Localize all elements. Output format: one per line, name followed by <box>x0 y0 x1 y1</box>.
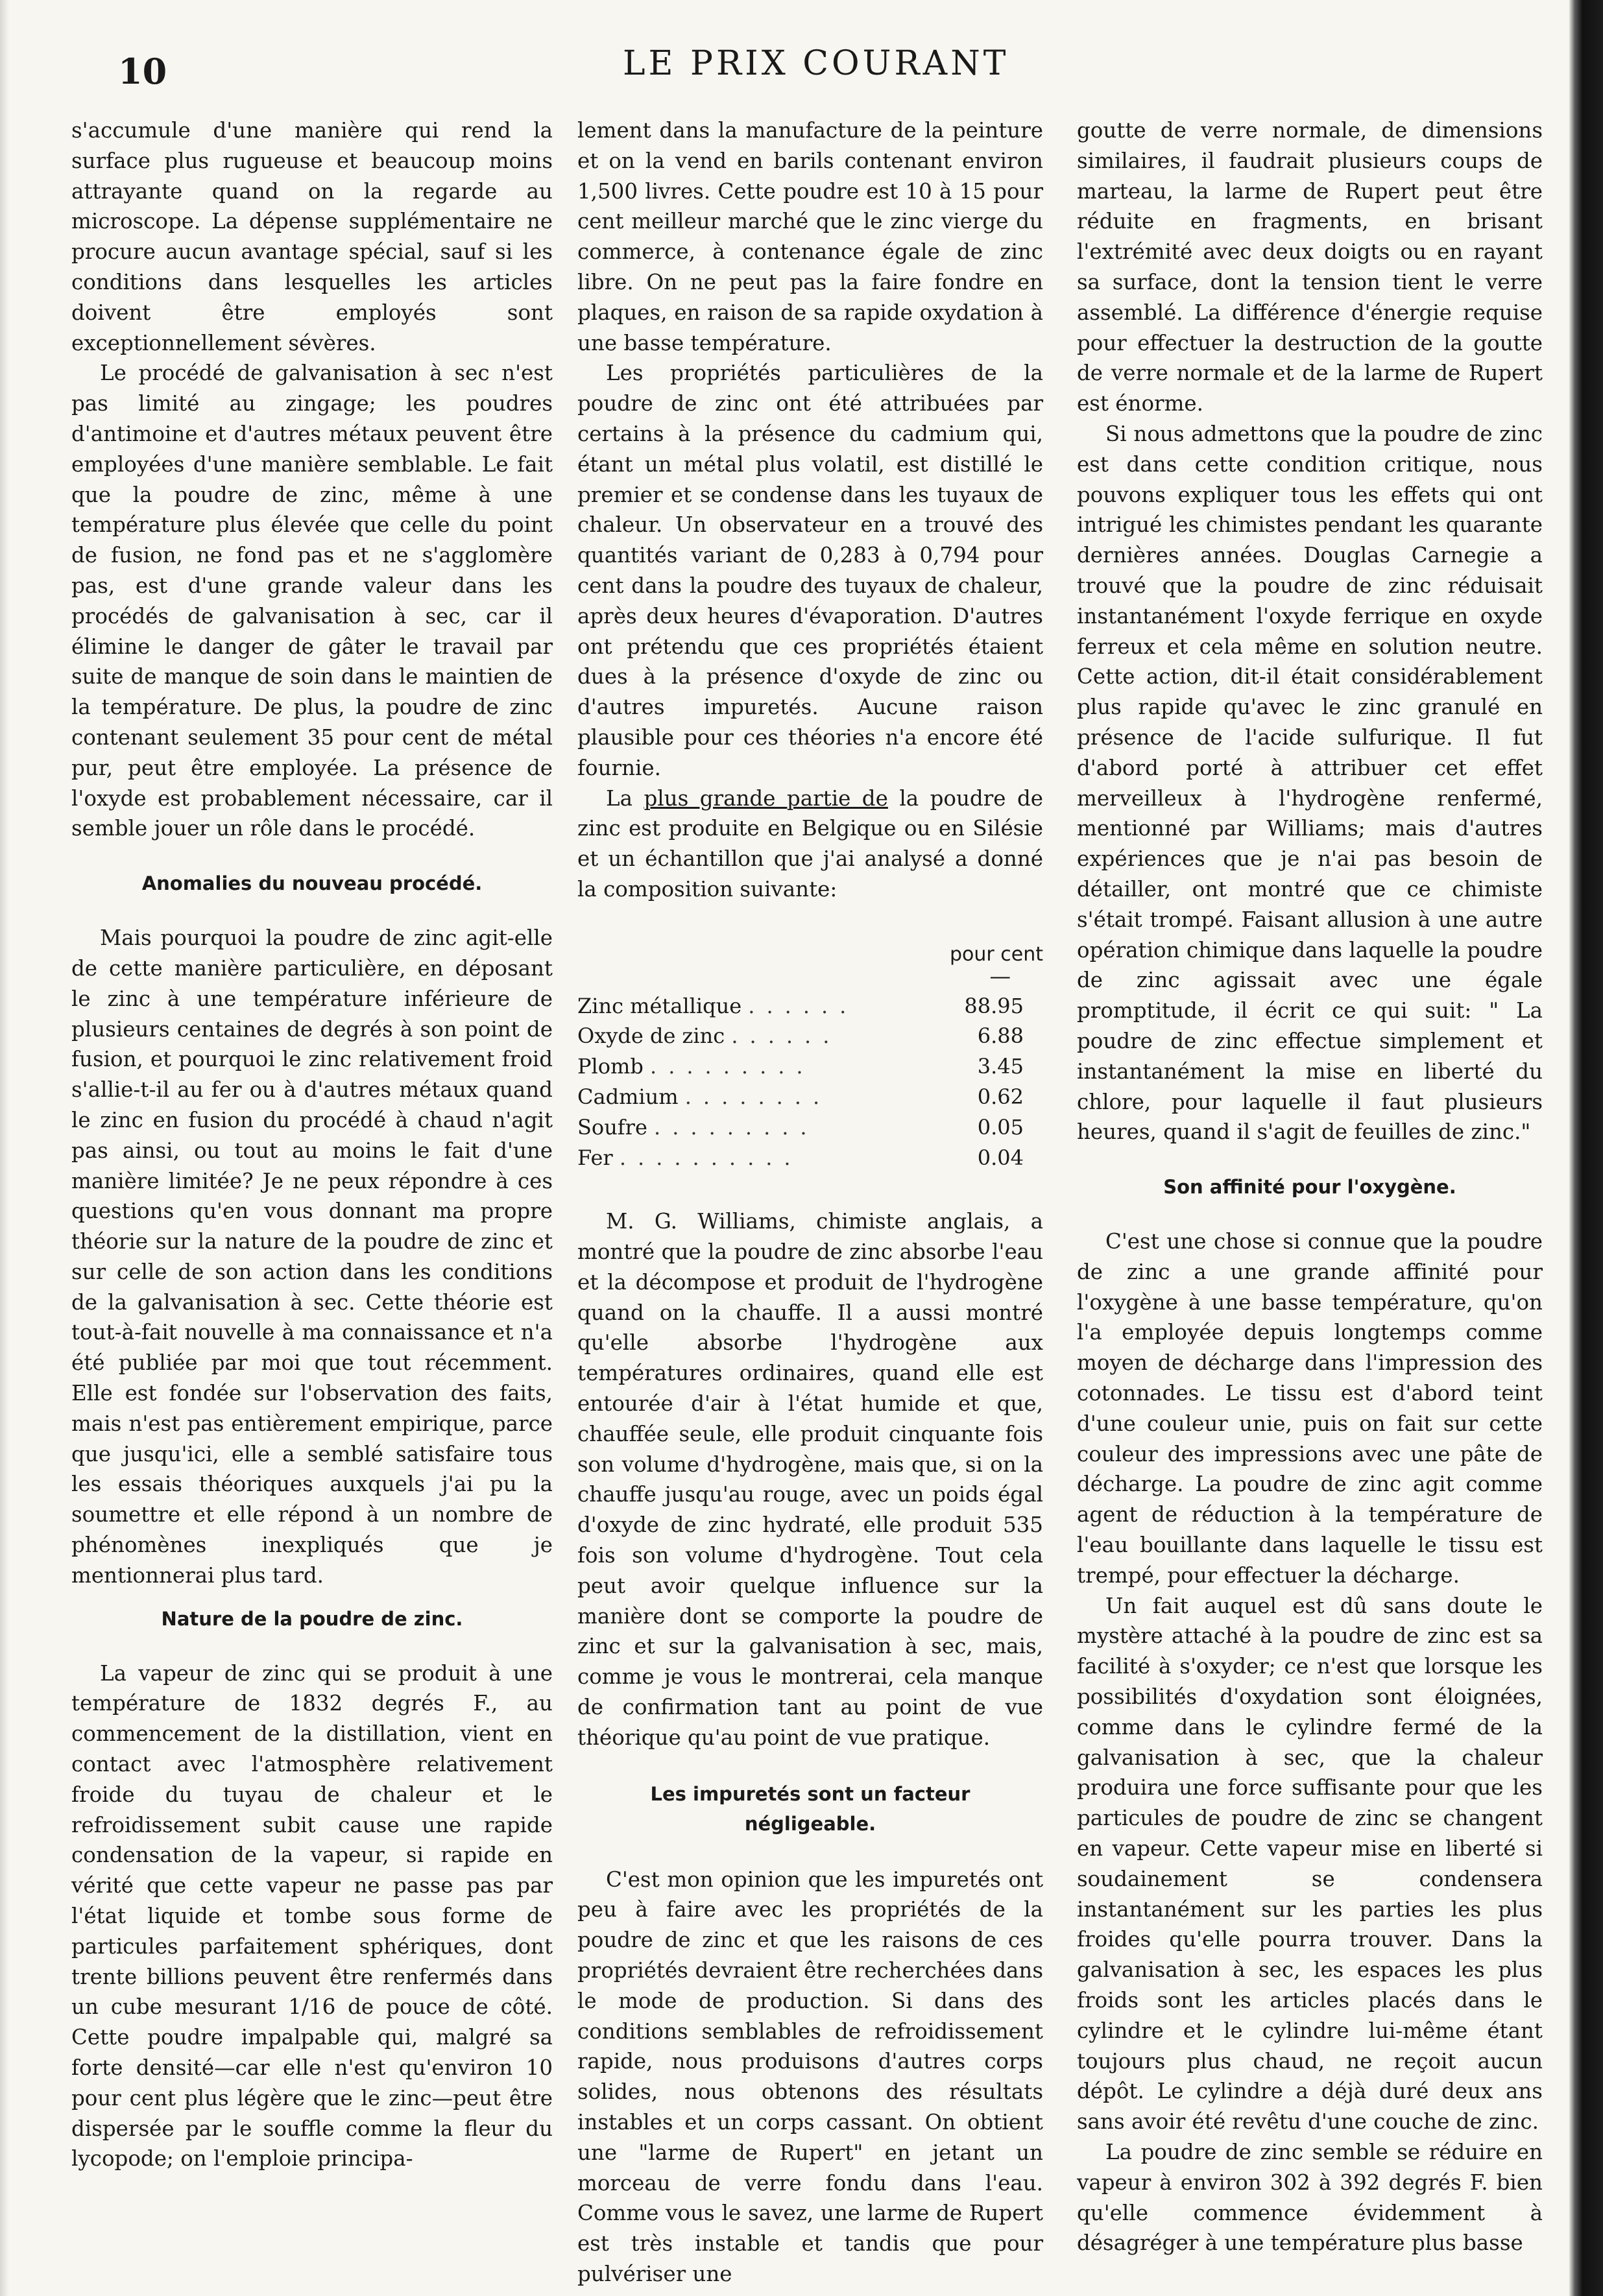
leader-dots: ...... <box>748 993 858 1018</box>
paragraph: Mais pourquoi la poudre de zinc agit-elle de cette manière particulière, en déposant le zinc à une température inférieure de plusieurs centaines de degrés à son point de fusion, et pourquoi le zinc relativement froid s'allie-t-il au fer ou à d'autres métaux quand le zinc en fusion du procédé à chaud n'agit pas ainsi, ou tout au moins le fait d'une manière limitée? Je ne peux répondre à ces questions qu'en vous donnant ma propre théorie sur la nature de la poudre de zinc et sur celle de son action dans les conditions de la galvanisation à sec. Cette théorie est tout-à-fait nouvelle à ma connaissance et n'a été publiée par moi que tout récemment. Elle est fondée sur l'observation des faits, mais n'est pas entièrement empirique, parce que jusqu'ici, elle a semblé satisfaire tous les essais théoriques auxquels j'ai pu la soumettre et elle répond à un nombre de phénomènes inexpliqués que je mentionnerai plus tard. <box>71 926 553 1588</box>
table-row <box>577 1082 1043 1112</box>
paragraph: Les propriétés particulières de la poudre de zinc ont été attribuées par certains à la présence du cadmium qui, étant un métal plus volatil, est distillé le premier et se condense dans les tuyaux de chaleur. Un observateur en a trouvé des quantités variant de 0,283 à 0,794 pour cent dans la poudre des tuyaux de chaleur, après deux heures d'évaporation. D'autres ont prétendu que ces propriétés étaient dues à la présence d'oxyde de zinc ou d'autres impuretés. Aucune raison plausible pour ces théories n'a encore été fournie. <box>577 361 1043 780</box>
leader-dots: .......... <box>619 1145 802 1170</box>
composition-label: Oxyde de zinc <box>577 1023 725 1049</box>
column-middle <box>577 115 1043 2290</box>
paragraph: Si nous admettons que la poudre de zinc est dans cette condition critique, nous pouvons expliquer tous les effets qui ont intrigué les chimistes pendant les quarante dernières années. Douglas Carnegie a trouvé que la poudre de zinc réduisait instantanément l'oxyde ferrique en oxyde ferreux et cela même en solution neutre. Cette action, dit-il était considérablement plus rapide qu'avec le zinc granulé en présence de l'acide sulfurique. Il fut d'abord porté à attribuer cet effet merveilleux à l'hydrogène renfermé, mentionné par Williams; mais d'autres expériences que je n'ai pas besoin de détailler, ont montré que ce chimiste s'était trompé. Faisant allusion à une autre opération chimique dans laquelle la poudre de zinc agissait avec une égale promptitude, il écrit ce qui suit: " La poudre de zinc effectue simplement et instantanément la mise en liberté du chlore, pour laquelle il faut plusieurs heures, quand il s'agit de feuilles de zinc." <box>1077 421 1543 1145</box>
section-heading: Nature de la poudre de zinc. <box>161 1607 463 1630</box>
leader-dots: ........ <box>684 1084 832 1109</box>
paragraph: lement dans la manufacture de la peinture et on la vend en barils contenant environ 1,500 livres. Cette poudre est 10 à 15 pour cent meilleur marché que le zinc vierge du commerce, à contenance égale de zinc libre. On ne peut pas la faire fondre en plaques, en raison de sa rapide oxydation à une basse température. <box>577 118 1043 355</box>
paragraph: C'est mon opinion que les impuretés ont peu à faire avec les propriétés de la poudre de zinc et que les raisons de ces propriétés devraient être recherchées dans le mode de production. Si dans des conditions semblables de refroidissement rapide, nous produisons d'autres corps solides, nous obtenons des résultats instables et un corps cassant. On obtient une "larme de Rupert" en jetant un morceau de verre fondu dans l'eau. Comme vous le savez, une larme de Rupert est très instable et tandis que pour pulvériser une <box>577 1867 1043 2286</box>
composition-unit-header: pour cent <box>949 942 1043 966</box>
paragraph <box>577 783 1043 905</box>
section-heading: Son affinité pour l'oxygène. <box>1163 1176 1456 1199</box>
composition-label: Fer <box>577 1145 613 1170</box>
page-number: 10 <box>118 51 167 92</box>
composition-value: 6.88 <box>977 1023 1024 1049</box>
paragraph: Un fait auquel est dû sans doute le mystère attaché à la poudre de zinc est sa facilité à s'oxyder; ce n'est que lorsque les possibilités d'oxydation sont éloignées, comme dans le cylindre fermé de la galvanisation à sec, que la chaleur produira une force suffisante pour que les particules de poudre de zinc se changent en vapeur. Cette vapeur mise en liberté si soudainement se condensera instantanément sur les parties les plus froides qu'elle pourra trouver. Dans la galvanisation à sec, les espaces les plus froids sont les articles placés dans le cylindre et le cylindre lui-même étant toujours plus chaud, ne reçoit aucun dépôt. Le cylindre a déjà duré deux ans sans avoir été revêtu d'une couche de zinc. <box>1077 1593 1543 2135</box>
table-row <box>577 991 1043 1022</box>
paragraph: C'est une chose si connue que la poudre de zinc a une grande affinité pour l'oxygène à une basse température, qu'on l'a employée depuis longtemps comme moyen de décharge dans l'impression des cotonnades. Le tissu est d'abord teint d'une couleur unie, puis on fait sur cette couleur des impressions avec une pâte de décharge. La poudre de zinc agit comme agent de réduction à la température de l'eau bouillante dans laquelle le tissu est trempé, pour effectuer la décharge. <box>1077 1229 1543 1588</box>
paragraph: Le procédé de galvanisation à sec n'est pas limité au zingage; les poudres d'antimoine et d'autres métaux peuvent être employées d'une manière semblable. Le fait que la poudre de zinc, même à une température plus élevée que celle du point de fusion, ne fond pas et ne s'agglomère pas, est d'une grande valeur dans les procédés de galvanisation à sec, car il élimine le danger de gâter le travail par suite de manque de soin dans le maintien de la température. De plus, la poudre de zinc contenant seulement 35 pour cent de métal pur, peut être employée. La présence de l'oxyde est probablement nécessaire, car il semble jouer un rôle dans le procédé. <box>71 361 553 841</box>
composition-table <box>577 991 1043 1173</box>
table-row <box>577 1112 1043 1143</box>
composition-value: 0.05 <box>977 1114 1024 1140</box>
composition-label: Soufre <box>577 1114 647 1140</box>
paragraph: La poudre de zinc semble se réduire en vapeur à environ 302 à 392 degrés F. bien qu'elle commence évidemment à désagréger à une température plus basse <box>1077 2140 1543 2256</box>
composition-label: Plomb <box>577 1054 644 1079</box>
section-heading: Les impuretés sont un facteur négligeable. <box>650 1782 970 1835</box>
text-run: La <box>606 785 644 811</box>
running-head: LE PRIX COURANT <box>623 44 1009 83</box>
scan-left-margin <box>0 0 9 2296</box>
composition-value: 88.95 <box>964 993 1024 1018</box>
column-left <box>71 115 553 2174</box>
composition-rule: — <box>989 963 1011 988</box>
leader-dots: ......... <box>650 1054 815 1079</box>
scan-binding-edge <box>1569 0 1603 2296</box>
composition-value: 0.62 <box>977 1084 1024 1109</box>
table-row <box>577 1051 1043 1082</box>
composition-value: 0.04 <box>977 1145 1024 1170</box>
leader-dots: ......... <box>654 1114 819 1140</box>
leader-dots: ...... <box>731 1023 841 1049</box>
text-run: la poudre de zinc est produite en Belgique ou en Silésie et un échantillon que j'ai analysé a donné la composition suivante: <box>577 785 1043 902</box>
composition-label: Zinc métallique <box>577 993 742 1018</box>
paragraph: La vapeur de zinc qui se produit à une température de 1832 degrés F., au commencement de la distillation, vient en contact avec l'atmosphère relativement froide du tuyau de chaleur et le refroidissement subit cause une rapide condensation de la vapeur, si rapide en vérité que cette vapeur ne passe pas par l'état liquide et tombe sous forme de particules parfaitement sphériques, dont trente billions peuvent être renfermés dans un cube mesurant 1/16 de pouce de côté. Cette poudre impalpable qui, malgré sa forte densité—car elle n'est qu'environ 10 pour cent plus légère que le zinc—peut être dispersée par le souffle comme la fleur du lycopode; on l'emploie principa- <box>71 1660 553 2171</box>
composition-value: 3.45 <box>977 1054 1024 1079</box>
column-right <box>1077 115 1543 2258</box>
section-heading: Anomalies du nouveau procédé. <box>141 872 483 895</box>
paragraph: goutte de verre normale, de dimensions similaires, il faudrait plusieurs coups de marteau, la larme de Rupert peut être réduite en fragments, en brisant l'extrémité avec deux doigts ou en rayant sa surface, dont la tension tient le verre assemblé. La différence d'énergie requise pour effectuer la destruction de la goutte de verre normale et de la larme de Rupert est énorme. <box>1077 118 1543 416</box>
table-row <box>577 1143 1043 1173</box>
composition-label: Cadmium <box>577 1084 679 1109</box>
underlined-text: plus grande partie de <box>644 785 888 811</box>
paragraph: M. G. Williams, chimiste anglais, a montré que la poudre de zinc absorbe l'eau et la décompose et produit de l'hydrogène quand on la chauffe. Il a aussi montré qu'elle absorbe l'hydrogène aux températures ordinaires, quand elle est entourée d'air à l'état humide et que, chauffée seule, elle produit cinquante fois son volume d'hydrogène, mais que, si on la chauffe jusqu'au rouge, avec un poids égal d'oxyde de zinc hydraté, elle produit 535 fois son volume d'hydrogène. Tout cela peut avoir quelque influence sur la manière dont se comporte la poudre de zinc et sur la galvanisation à sec, mais, comme je vous le montrerai, cela manque de confirmation tant au point de vue théorique qu'au point de vue pratique. <box>577 1209 1043 1750</box>
paragraph: s'accumule d'une manière qui rend la surface plus rugueuse et beaucoup moins attrayante quand on la regarde au microscope. La dépense supplémentaire ne procure aucun avantage spécial, sauf si les conditions dans lesquelles les articles doivent être employés sont exceptionnellement sévères. <box>71 118 553 355</box>
table-row <box>577 1021 1043 1051</box>
